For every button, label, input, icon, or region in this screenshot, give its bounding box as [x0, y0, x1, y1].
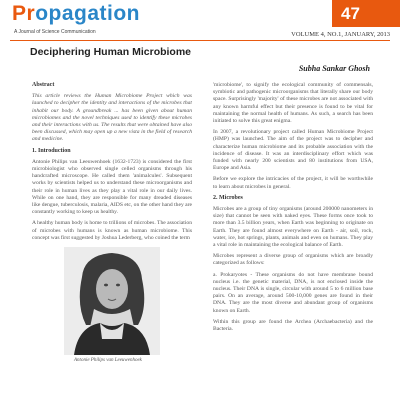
- header-divider: [10, 40, 390, 41]
- right-paragraph-4: Microbes are a group of tiny organisms (around 200000 nanometers in size) that cannot be seen with naked eyes. These forms once took to more than 3.5 billion years, when Earth was beginning to originate on Earth. They are found almost everywhere on Earth - air, soil, rock, water, ice, hot springs, plants, animals and even on humans. They play a vital role in maintaining the ecological balance of Earth.: [213, 206, 373, 249]
- abstract-heading: Abstract: [32, 82, 55, 88]
- volume-line: VOLUME 4, NO.1, JANUARY, 2013: [291, 31, 390, 38]
- right-paragraph-6: a. Prokaryotes - These organisms do not have membrane bound nucleus i.e. the genetic material, DNA, is not enclosed inside the nucleus. Their DNA is single, circular with around 5 to 6 million base pairs. On an average, around 500-10,000 genes are found in their DNA. They are the most diverse and abundant group of organisms known on Earth.: [213, 271, 373, 314]
- journal-header: [0, 0, 400, 44]
- right-paragraph-2: In 2007, a revolutionary project called Human Microbiome Project (HMP) was launched. The aim of the project was to decipher and characterize human microbiome and its probable association with the incidence of disease. It was an interdisciplinary effort which was funded with nearly 200 scientists and 80 institutions from USA, Europe and Asia.: [213, 129, 373, 172]
- right-paragraph-7: Within this group are found the Archea (Archaebacteria) and the Bacteria.: [213, 318, 373, 333]
- article-author: Subha Sankar Ghosh: [298, 64, 370, 73]
- left-column: [32, 82, 192, 364]
- journal-logo: [12, 2, 140, 26]
- right-column: [213, 82, 373, 337]
- portrait-caption: Antonie Philips van Leeuwenhoek: [74, 358, 142, 364]
- article-title: Deciphering Human Microbiome: [30, 46, 192, 58]
- journal-subtitle: A Journal of Science Communication: [14, 29, 96, 35]
- issue-number-badge: 47: [332, 0, 400, 27]
- intro-paragraph-1: Antonie Philips van Leeuwenhoek (1632-1723) is considered the first microbiologist who observed single celled organisms through his handcrafted microscope. He called them 'animalcules'. Subsequent works by scientists helped us to understand these microorganisms and their role in human lives as they play a vital role in our daily lives. While on one hand, they are responsible for many dreaded diseases like dengue, tuberculosis, malaria, AIDS etc, on the other hand they are constantly working to keep us healthy.: [32, 158, 192, 216]
- leeuwenhoek-portrait: [64, 247, 160, 355]
- intro-heading: 1. Introduction: [32, 147, 71, 154]
- intro-paragraph-2: A healthy human body is home to trillions of microbes. The association of microbes with humans is known as human microbiome. This concept was first suggested by Joshua Lederberg, who coined the term: [32, 220, 192, 241]
- abstract-text: This article reviews the Human Microbiome Project which was launched to decipher the identity and interactions of the microbes that inhabit our body. A groundbreak ... has been given about human microbiomes and the novel techniques used to identify these microbes and their interactions with us. The results that were obtained have also been discussed, which may open up a new vista in the field of research and medicine.: [32, 93, 192, 143]
- right-paragraph-3: Before we explore the intricacies of the project, it will be worthwhile to learn about microbes in general.: [213, 176, 373, 190]
- right-paragraph-1: 'microbiome', to signify the ecological community of commensals, symbiotic and pathogenic microorganisms that literally share our body space. Surprisingly 'majority' of these microbes are not associated with any known harmful effect but their presence is found to be vital for maintaining the normal health of humans. As such, a search has been initiated to solve this great enigma.: [213, 82, 373, 125]
- logo-rest: opagation: [35, 2, 141, 25]
- logo-prefix: Pr: [12, 2, 36, 25]
- right-paragraph-5: Microbes represent a diverse group of organisms which are broadly categorized as follows:: [213, 253, 373, 267]
- portrait-drawing: [64, 247, 160, 355]
- microbes-heading: 2. Microbes: [213, 194, 243, 201]
